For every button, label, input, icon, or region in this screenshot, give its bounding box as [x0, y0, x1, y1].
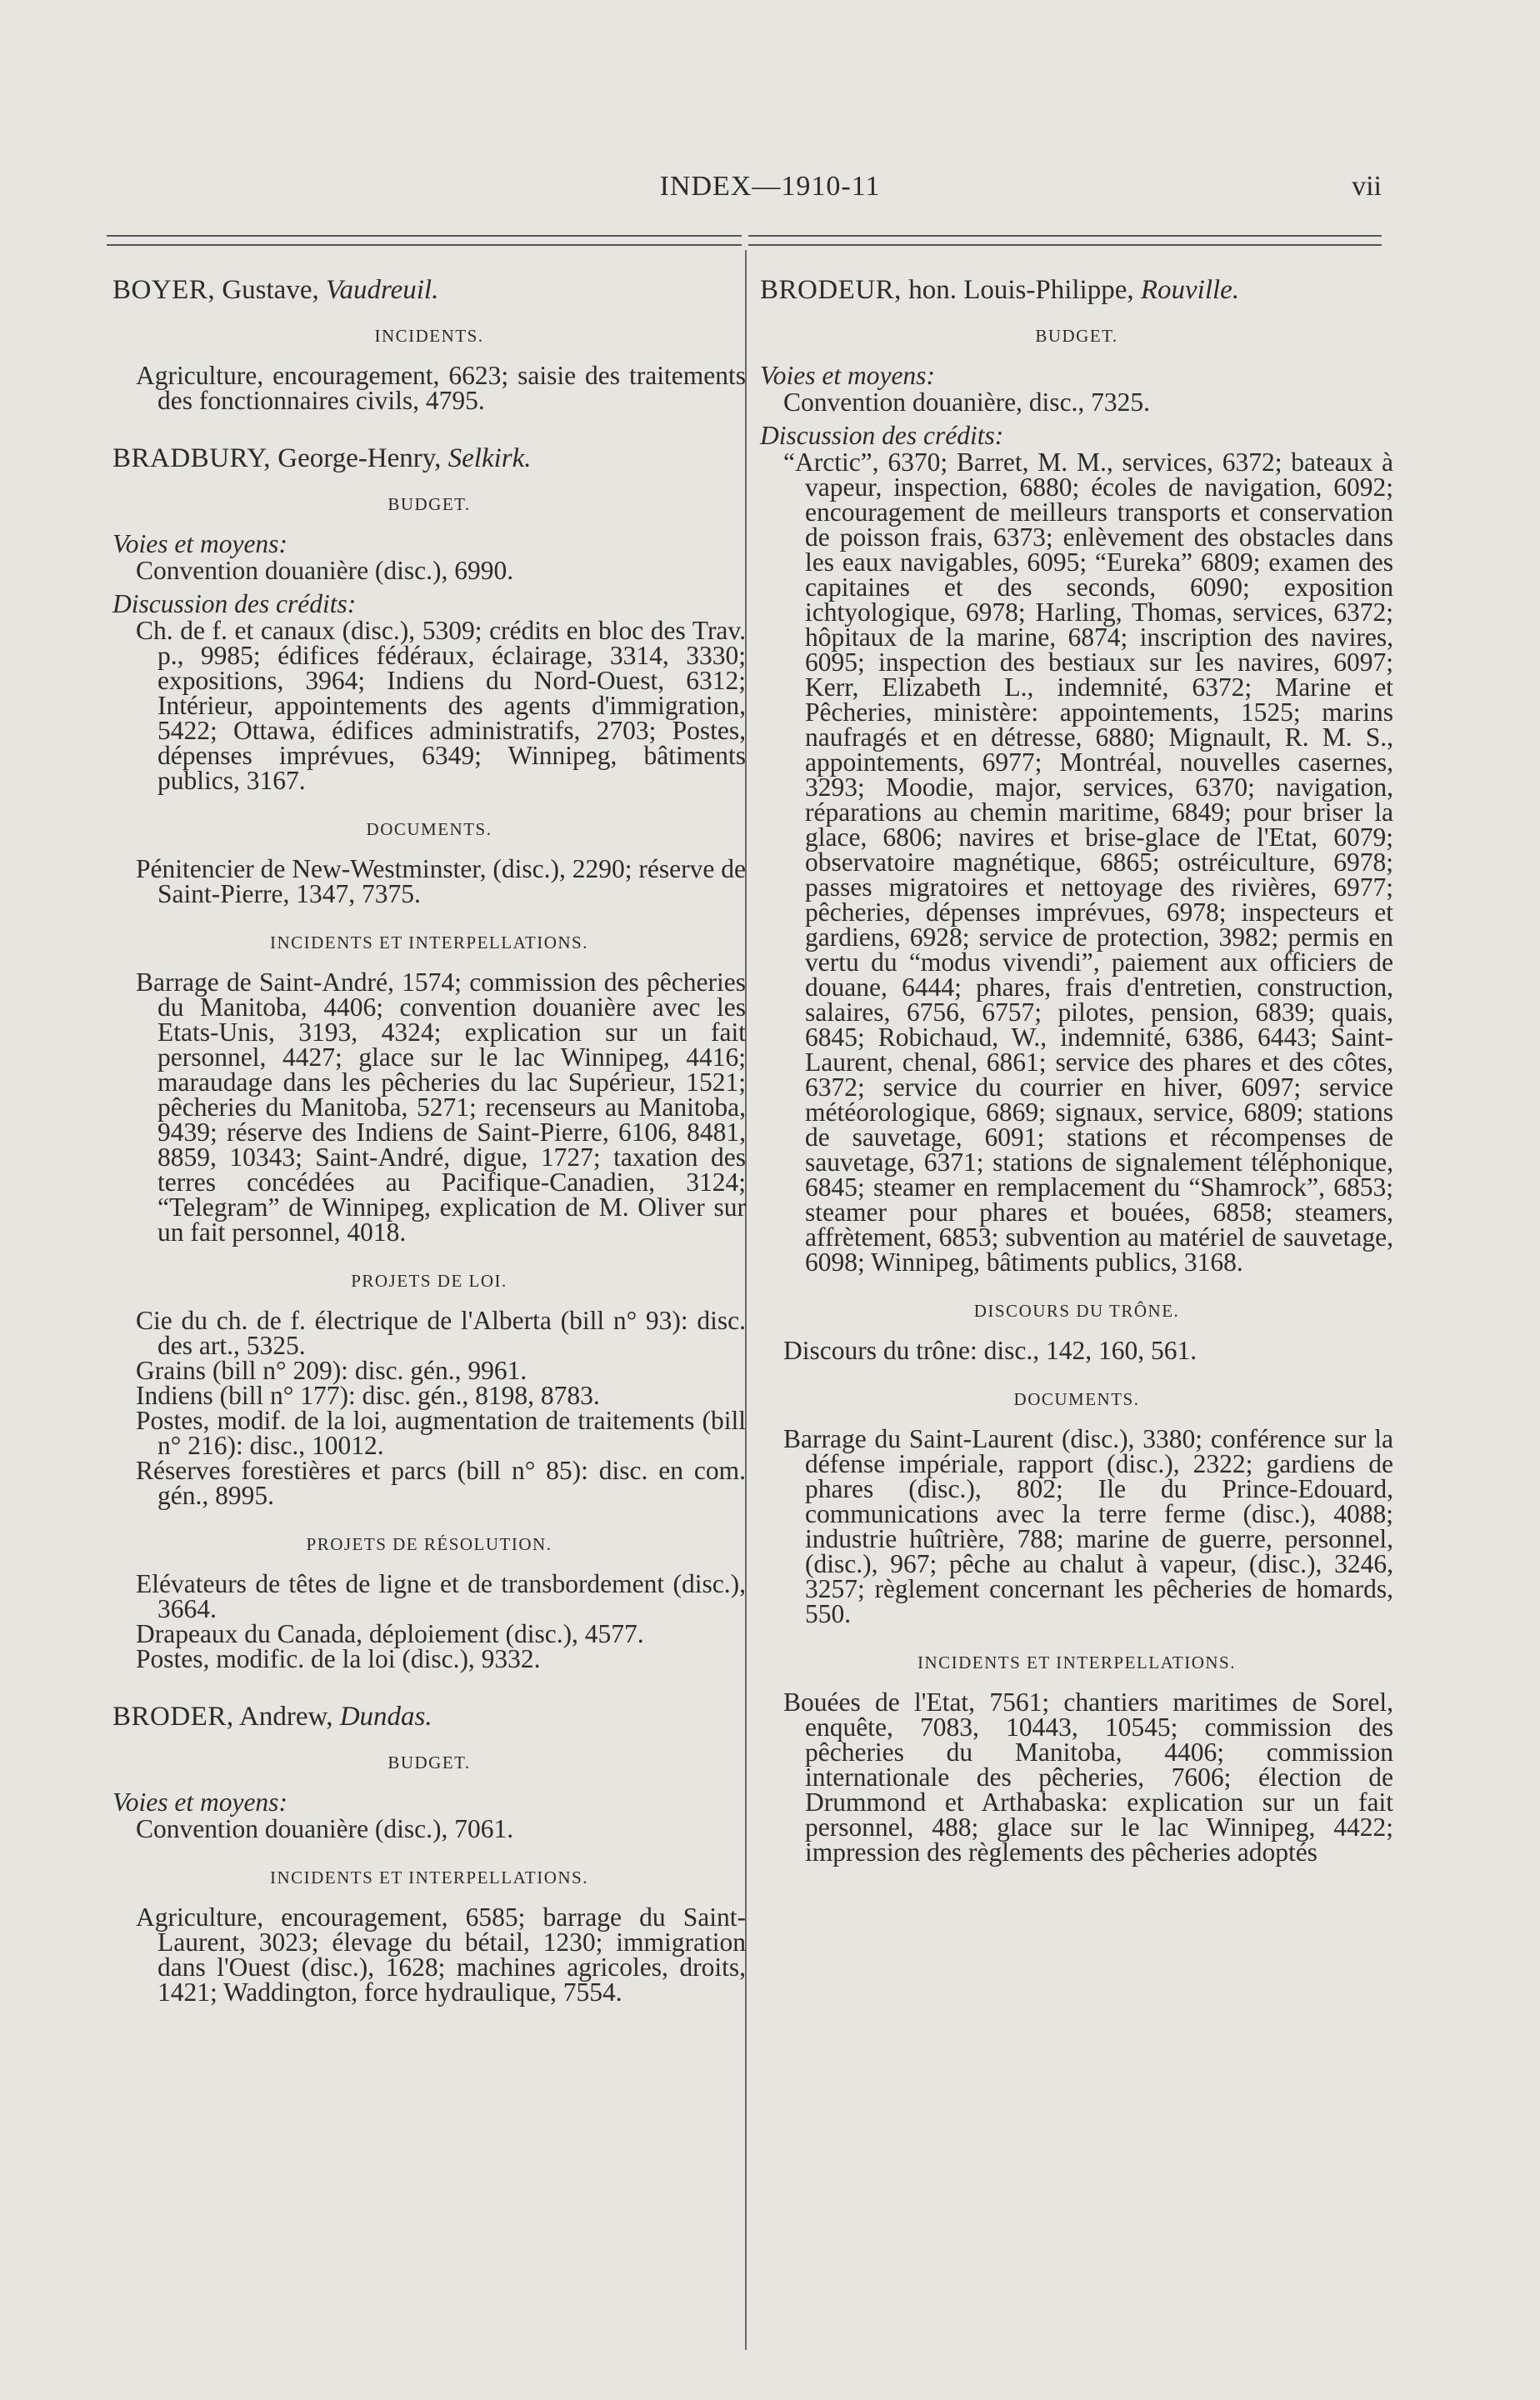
- member-riding: Vaudreuil.: [325, 275, 439, 305]
- running-title: INDEX—1910-11: [659, 171, 881, 202]
- section-heading-incidents: INCIDENTS ET INTERPELLATIONS.: [269, 932, 588, 952]
- entry-boyer-heading: [112, 275, 746, 305]
- list-item: Drapeaux du Canada, déploiement (disc.), 4577.: [136, 1619, 644, 1648]
- header-rule-gap: [742, 232, 748, 246]
- right-column: [760, 275, 1393, 1873]
- index-item: “Arctic”, 6370; Barret, M. M., services, 6372; bateaux à vapeur, inspection, 6880; écoles de navigation, 6092; encouragement de meilleurs transports et conservation de poisson frais, 6373; enlèvement des obstacles dans les eaux navigables, 6095; “Eureka” 6809; examen des capitaines et des seconds, 6090; exposition ichtyologique, 6978; Harling, Thomas, services, 6372; hôpitaux de la marine, 6874; inscription des navires, 6095; inspection des bestiaux sur les navires, 6097; Kerr, Elizabeth L., indemnité, 6372; Marine et Pêcheries, ministère: appointements, 1525; marins naufragés et en détresse, 6880; Mignault, R. M. S., appointements, 6977; Montréal, nouvelles casernes, 3293; Moodie, major, services, 6370; navigation, réparations au chemin maritime, 6849; pour briser la glace, 6806; navires et brise-glace de l'Etat, 6079; observatoire magnétique, 6865; ostréiculture, 6978; passes migratoires et nettoyage des rivières, 6977; pêcheries, dépenses imprévues, 6978; inspecteurs et gardiens, 6928; service de protection, 3982; permis en vertu du “modus vivendi”, paiement aux officiers de douane, 6444; phares, frais d'entretien, construction, salaires, 6756, 6757; pilotes, pension, 6839; quais, 6845; Robichaud, W., indemnité, 6386, 6443; Saint-Laurent, chenal, 6861; service des phares et des côtes, 6372; service du courrier en hiver, 6097; service météorologique, 6869; signaux, service, 6809; stations de sauvetage, 6091; stations et récompenses de sauvetage, 6371; stations de signalement téléphonique, 6845; steamer en remplacement du “Shamrock”, 6853; steamer pour phares et bouées, 6858; steamers, affrètement, 6853; subvention au matériel de sauvetage, 6098; Winnipeg, bâtiments publics, 3168.: [783, 448, 1393, 1277]
- subheading-voies: Voies et moyens:: [112, 529, 288, 558]
- entry-brodeur-heading: [760, 275, 1393, 305]
- member-surname: BRODEUR,: [760, 275, 902, 305]
- section-heading-incidents: INCIDENTS ET INTERPELLATIONS.: [269, 1868, 588, 1888]
- section-heading-budget: BUDGET.: [388, 1752, 471, 1772]
- index-item: Bouées de l'Etat, 7561; chantiers maritimes de Sorel, enquête, 7083, 10443, 10545; commission des pêcheries du Manitoba, 4406; commission internationale des pêcheries, 7606; élection de Drummond et Arthabaska: explication sur un fait personnel, 488; glace sur le lac Winnipeg, 4422; impression des règlements des pêcheries adoptés: [783, 1688, 1393, 1867]
- index-item: Agriculture, encouragement, 6623; saisie des traitements des fonctionnaires civils, 4795.: [136, 361, 746, 415]
- index-item: Agriculture, encouragement, 6585; barrage du Saint-Laurent, 3023; élevage du bétail, 1230; immigration dans l'Ouest (disc.), 1628; machines agricoles, droits, 1421; Waddington, force hydraulique, 7554.: [136, 1902, 746, 2007]
- subheading-voies: Voies et moyens:: [112, 1788, 288, 1817]
- list-item: Indiens (bill n° 177): disc. gén., 8198, 8783.: [136, 1381, 600, 1410]
- section-heading-documents: DOCUMENTS.: [1013, 1389, 1140, 1409]
- member-riding: Selkirk.: [448, 443, 532, 473]
- list-item: Réserves forestières et parcs (bill n° 85): disc. en com. gén., 8995.: [136, 1456, 746, 1510]
- section-heading-projets-loi: PROJETS DE LOI.: [351, 1271, 508, 1291]
- member-riding: Dundas.: [339, 1702, 432, 1732]
- member-surname: BOYER,: [112, 275, 216, 305]
- left-column: [112, 275, 746, 2013]
- list-item: Cie du ch. de f. électrique de l'Alberta (bill n° 93): disc. des art., 5325.: [136, 1306, 746, 1360]
- list-item: Postes, modific. de la loi (disc.), 9332.: [136, 1644, 541, 1673]
- list-item: Elévateurs de têtes de ligne et de transbordement (disc.), 3664.: [136, 1569, 746, 1623]
- list-item: Postes, modif. de la loi, augmentation de traitements (bill n° 216): disc., 10012.: [136, 1406, 746, 1460]
- section-heading-projets-resolution: PROJETS DE RÉSOLUTION.: [306, 1534, 552, 1554]
- member-surname: BRODER,: [112, 1702, 234, 1732]
- member-given-name: hon. Louis-Philippe,: [908, 275, 1134, 305]
- member-given-name: Andrew,: [239, 1702, 333, 1732]
- page-number: vii: [1352, 171, 1382, 202]
- index-item: Convention douanière, disc., 7325.: [783, 388, 1151, 417]
- index-item: Barrage de Saint-André, 1574; commission des pêcheries du Manitoba, 4406; convention douanière avec les Etats-Unis, 3193, 4324; explication sur un fait personnel, 4427; glace sur le lac Winnipeg, 4416; maraudage dans les pêcheries du lac Supérieur, 1521; pêcheries du Manitoba, 5271; recenseurs au Manitoba, 9439; réserve des Indiens de Saint-Pierre, 6106, 8481, 8859, 10343; Saint-André, digue, 1727; taxation des terres concédées au Pacifique-Canadien, 3124; “Telegram” de Winnipeg, explication de M. Oliver sur un fait personnel, 4018.: [136, 968, 746, 1247]
- entry-bradbury-heading: [112, 443, 746, 473]
- index-item: Barrage du Saint-Laurent (disc.), 3380; conférence sur la défense impériale, rapport (disc.), 2322; gardiens de phares (disc.), 802; Ile du Prince-Edouard, communications avec la terre ferme (disc.), 4088; industrie huîtrière, 788; marine de guerre, personnel, (disc.), 967; pêche au chalut à vapeur, (disc.), 3246, 3257; règlement concernant les pêcheries de homards, 550.: [783, 1424, 1393, 1628]
- section-heading-incidents: INCIDENTS ET INTERPELLATIONS.: [917, 1652, 1236, 1672]
- member-given-name: George-Henry,: [278, 443, 442, 473]
- member-riding: Rouville.: [1140, 275, 1240, 305]
- index-item: Ch. de f. et canaux (disc.), 5309; crédits en bloc des Trav. p., 9985; édifices fédéraux, éclairage, 3314, 3330; expositions, 3964; Indiens du Nord-Ouest, 6312; Intérieur, appointements des agents d'immigration, 5422; Ottawa, édifices administratifs, 2703; Postes, dépenses imprévues, 6349; Winnipeg, bâtiments publics, 3167.: [136, 616, 746, 795]
- section-heading-documents: DOCUMENTS.: [366, 819, 492, 839]
- index-item: Convention douanière (disc.), 7061.: [136, 1814, 514, 1843]
- index-item: Discours du trône: disc., 142, 160, 561.: [783, 1336, 1198, 1365]
- member-given-name: Gustave,: [222, 275, 319, 305]
- subheading-discussion: Discussion des crédits:: [112, 589, 357, 618]
- subheading-voies: Voies et moyens:: [760, 361, 935, 390]
- index-item: Convention douanière (disc.), 6990.: [136, 556, 514, 585]
- subheading-discussion: Discussion des crédits:: [760, 421, 1004, 450]
- page-header: [0, 171, 1540, 221]
- section-heading-budget: BUDGET.: [1035, 326, 1118, 346]
- index-item: Pénitencier de New-Westminster, (disc.), 2290; réserve de Saint-Pierre, 1347, 7375.: [136, 854, 746, 908]
- section-heading-discours: DISCOURS DU TRÔNE.: [973, 1301, 1180, 1321]
- list-item: Grains (bill n° 209): disc. gén., 9961.: [136, 1356, 528, 1385]
- section-heading-budget: BUDGET.: [388, 494, 471, 514]
- section-heading-incidents: INCIDENTS.: [374, 326, 484, 346]
- member-surname: BRADBURY,: [112, 443, 272, 473]
- entry-broder-heading: [112, 1702, 746, 1732]
